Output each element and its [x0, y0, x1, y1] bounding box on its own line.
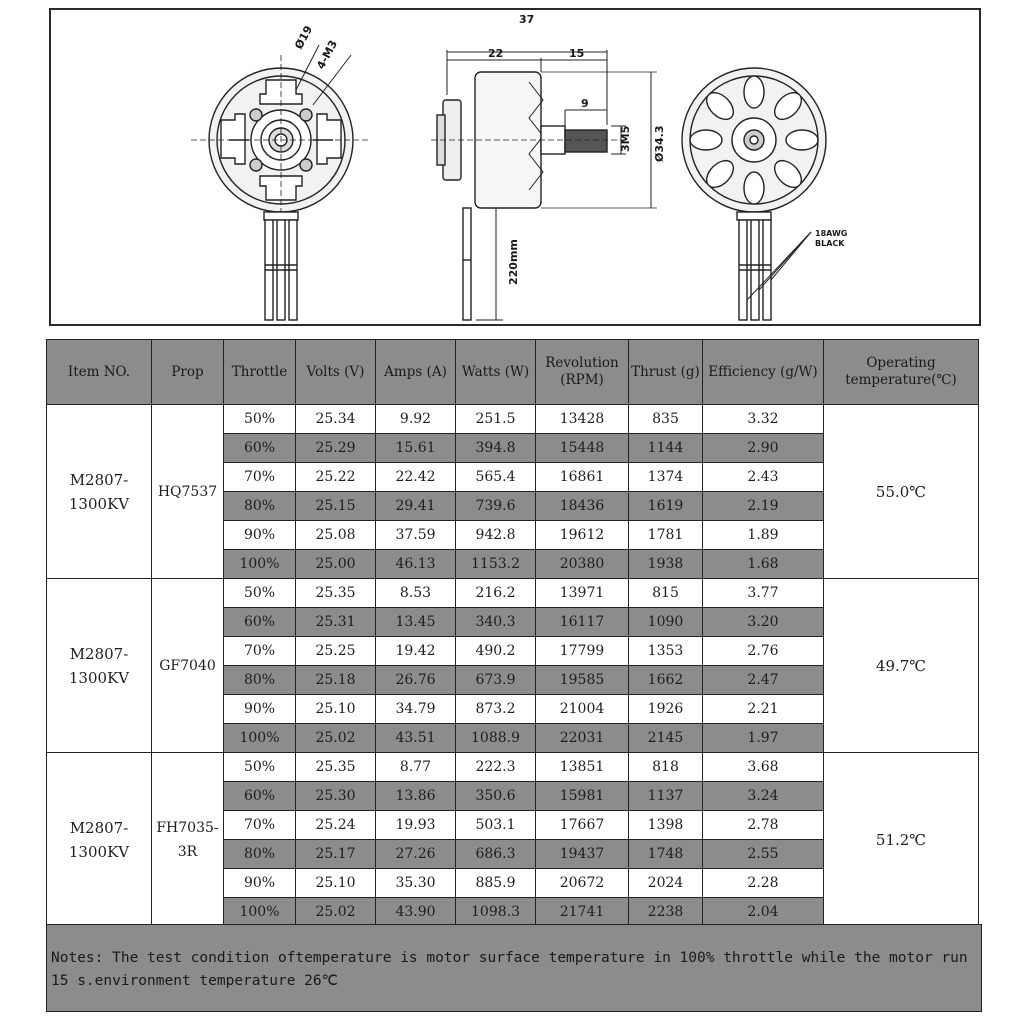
throttle-cell: 80% — [224, 492, 296, 521]
efficiency-cell: 2.78 — [703, 811, 824, 840]
throttle-cell: 70% — [224, 463, 296, 492]
volts-cell: 25.02 — [296, 898, 376, 927]
amps-cell: 29.41 — [376, 492, 456, 521]
dim-shaft-label: 3M5 — [619, 125, 632, 152]
rpm-cell: 19437 — [536, 840, 629, 869]
thrust-cell: 1137 — [629, 782, 703, 811]
efficiency-cell: 3.20 — [703, 608, 824, 637]
amps-cell: 13.45 — [376, 608, 456, 637]
volts-cell: 25.35 — [296, 579, 376, 608]
header-volts: Volts (V) — [296, 340, 376, 405]
thrust-cell: 835 — [629, 405, 703, 434]
efficiency-cell: 2.43 — [703, 463, 824, 492]
throttle-cell: 90% — [224, 695, 296, 724]
throttle-cell: 50% — [224, 405, 296, 434]
thrust-cell: 815 — [629, 579, 703, 608]
thrust-cell: 1781 — [629, 521, 703, 550]
efficiency-cell: 1.68 — [703, 550, 824, 579]
header-efficiency: Efficiency (g/W) — [703, 340, 824, 405]
volts-cell: 25.17 — [296, 840, 376, 869]
efficiency-cell: 3.24 — [703, 782, 824, 811]
watts-cell: 739.6 — [456, 492, 536, 521]
amps-cell: 8.53 — [376, 579, 456, 608]
volts-cell: 25.10 — [296, 869, 376, 898]
header-revolution: Revolution (RPM) — [536, 340, 629, 405]
throttle-cell: 70% — [224, 637, 296, 666]
thrust-cell: 1938 — [629, 550, 703, 579]
watts-cell: 222.3 — [456, 753, 536, 782]
volts-cell: 25.00 — [296, 550, 376, 579]
item-cell: M2807-1300KV — [47, 579, 152, 753]
watts-cell: 565.4 — [456, 463, 536, 492]
rpm-cell: 18436 — [536, 492, 629, 521]
watts-cell: 503.1 — [456, 811, 536, 840]
watts-cell: 1088.9 — [456, 724, 536, 753]
volts-cell: 25.31 — [296, 608, 376, 637]
volts-cell: 25.29 — [296, 434, 376, 463]
volts-cell: 25.10 — [296, 695, 376, 724]
throttle-cell: 60% — [224, 608, 296, 637]
watts-cell: 251.5 — [456, 405, 536, 434]
efficiency-cell: 2.47 — [703, 666, 824, 695]
throttle-cell: 80% — [224, 666, 296, 695]
throttle-cell: 100% — [224, 724, 296, 753]
rpm-cell: 16861 — [536, 463, 629, 492]
amps-cell: 46.13 — [376, 550, 456, 579]
thrust-cell: 1926 — [629, 695, 703, 724]
dim-9-label: 9 — [581, 97, 589, 110]
thrust-cell: 1144 — [629, 434, 703, 463]
thrust-cell: 1374 — [629, 463, 703, 492]
throttle-cell: 90% — [224, 521, 296, 550]
amps-cell: 27.26 — [376, 840, 456, 869]
volts-cell: 25.34 — [296, 405, 376, 434]
rpm-cell: 22031 — [536, 724, 629, 753]
header-amps: Amps (A) — [376, 340, 456, 405]
volts-cell: 25.25 — [296, 637, 376, 666]
header-operating-temp: Operating temperature(℃) — [824, 340, 979, 405]
throttle-cell: 50% — [224, 579, 296, 608]
table-row — [47, 753, 979, 782]
rpm-cell: 17799 — [536, 637, 629, 666]
test-notes: Notes: The test condition oftemperature is motor surface temperature in 100% throttle while the motor run 15 s.environment temperature 26℃ — [46, 924, 982, 1012]
amps-cell: 35.30 — [376, 869, 456, 898]
dim-screws-label: 4-M3 — [314, 38, 341, 72]
rpm-cell: 13971 — [536, 579, 629, 608]
thrust-cell: 2238 — [629, 898, 703, 927]
throttle-cell: 90% — [224, 869, 296, 898]
motor-spec-table — [46, 339, 979, 927]
header-throttle: Throttle — [224, 340, 296, 405]
amps-cell: 37.59 — [376, 521, 456, 550]
thrust-cell: 2024 — [629, 869, 703, 898]
rpm-cell: 13428 — [536, 405, 629, 434]
dim-22-label: 22 — [488, 47, 504, 60]
header-watts: Watts (W) — [456, 340, 536, 405]
efficiency-cell: 2.90 — [703, 434, 824, 463]
efficiency-cell: 3.32 — [703, 405, 824, 434]
motor-side-view — [431, 50, 657, 320]
table-row — [47, 405, 979, 434]
volts-cell: 25.08 — [296, 521, 376, 550]
dim-37-label: 37 — [519, 13, 535, 26]
efficiency-cell: 2.21 — [703, 695, 824, 724]
watts-cell: 942.8 — [456, 521, 536, 550]
wire-label-black: BLACK — [815, 239, 845, 248]
throttle-cell: 100% — [224, 550, 296, 579]
rpm-cell: 21741 — [536, 898, 629, 927]
watts-cell: 873.2 — [456, 695, 536, 724]
thrust-cell: 1748 — [629, 840, 703, 869]
efficiency-cell: 2.28 — [703, 869, 824, 898]
efficiency-cell: 3.68 — [703, 753, 824, 782]
throttle-cell: 70% — [224, 811, 296, 840]
rpm-cell: 15981 — [536, 782, 629, 811]
rpm-cell: 15448 — [536, 434, 629, 463]
thrust-cell: 1398 — [629, 811, 703, 840]
throttle-cell: 60% — [224, 434, 296, 463]
rpm-cell: 19612 — [536, 521, 629, 550]
amps-cell: 22.42 — [376, 463, 456, 492]
thrust-cell: 1662 — [629, 666, 703, 695]
efficiency-cell: 1.89 — [703, 521, 824, 550]
watts-cell: 340.3 — [456, 608, 536, 637]
watts-cell: 686.3 — [456, 840, 536, 869]
motor-drawing-panel — [49, 8, 981, 326]
watts-cell: 885.9 — [456, 869, 536, 898]
rpm-cell: 16117 — [536, 608, 629, 637]
efficiency-cell: 2.76 — [703, 637, 824, 666]
dim-body-label: Ø34.3 — [653, 125, 666, 162]
amps-cell: 9.92 — [376, 405, 456, 434]
motor-technical-drawing — [51, 10, 983, 328]
efficiency-cell: 2.55 — [703, 840, 824, 869]
watts-cell: 216.2 — [456, 579, 536, 608]
efficiency-cell: 2.04 — [703, 898, 824, 927]
volts-cell: 25.24 — [296, 811, 376, 840]
amps-cell: 8.77 — [376, 753, 456, 782]
temp-cell: 51.2℃ — [824, 753, 979, 927]
volts-cell: 25.22 — [296, 463, 376, 492]
throttle-cell: 100% — [224, 898, 296, 927]
prop-cell: FH7035-3R — [152, 753, 224, 927]
efficiency-cell: 1.97 — [703, 724, 824, 753]
dim-lead-label: 220mm — [507, 239, 520, 285]
watts-cell: 490.2 — [456, 637, 536, 666]
wire-label-18awg: 18AWG — [815, 229, 848, 238]
watts-cell: 394.8 — [456, 434, 536, 463]
rpm-cell: 21004 — [536, 695, 629, 724]
volts-cell: 25.35 — [296, 753, 376, 782]
rpm-cell: 17667 — [536, 811, 629, 840]
watts-cell: 1153.2 — [456, 550, 536, 579]
volts-cell: 25.02 — [296, 724, 376, 753]
amps-cell: 19.93 — [376, 811, 456, 840]
prop-cell: GF7040 — [152, 579, 224, 753]
watts-cell: 350.6 — [456, 782, 536, 811]
amps-cell: 43.51 — [376, 724, 456, 753]
amps-cell: 13.86 — [376, 782, 456, 811]
header-item-no: Item NO. — [47, 340, 152, 405]
volts-cell: 25.18 — [296, 666, 376, 695]
prop-cell: HQ7537 — [152, 405, 224, 579]
efficiency-cell: 2.19 — [703, 492, 824, 521]
table-row — [47, 579, 979, 608]
thrust-cell: 1619 — [629, 492, 703, 521]
volts-cell: 25.30 — [296, 782, 376, 811]
amps-cell: 43.90 — [376, 898, 456, 927]
thrust-cell: 2145 — [629, 724, 703, 753]
temp-cell: 55.0℃ — [824, 405, 979, 579]
motor-front-view — [191, 45, 371, 320]
thrust-cell: 1353 — [629, 637, 703, 666]
thrust-cell: 818 — [629, 753, 703, 782]
amps-cell: 15.61 — [376, 434, 456, 463]
watts-cell: 1098.3 — [456, 898, 536, 927]
rpm-cell: 20380 — [536, 550, 629, 579]
volts-cell: 25.15 — [296, 492, 376, 521]
watts-cell: 673.9 — [456, 666, 536, 695]
rpm-cell: 20672 — [536, 869, 629, 898]
dim-dia19-label: Ø19 — [292, 23, 316, 52]
rpm-cell: 19585 — [536, 666, 629, 695]
amps-cell: 26.76 — [376, 666, 456, 695]
header-thrust: Thrust (g) — [629, 340, 703, 405]
efficiency-cell: 3.77 — [703, 579, 824, 608]
item-cell: M2807-1300KV — [47, 405, 152, 579]
thrust-cell: 1090 — [629, 608, 703, 637]
header-prop: Prop — [152, 340, 224, 405]
dim-15-label: 15 — [569, 47, 585, 60]
throttle-cell: 60% — [224, 782, 296, 811]
temp-cell: 49.7℃ — [824, 579, 979, 753]
rpm-cell: 13851 — [536, 753, 629, 782]
item-cell: M2807-1300KV — [47, 753, 152, 927]
table-header-row — [47, 340, 979, 405]
throttle-cell: 80% — [224, 840, 296, 869]
throttle-cell: 50% — [224, 753, 296, 782]
motor-rear-view — [682, 68, 826, 320]
amps-cell: 19.42 — [376, 637, 456, 666]
amps-cell: 34.79 — [376, 695, 456, 724]
